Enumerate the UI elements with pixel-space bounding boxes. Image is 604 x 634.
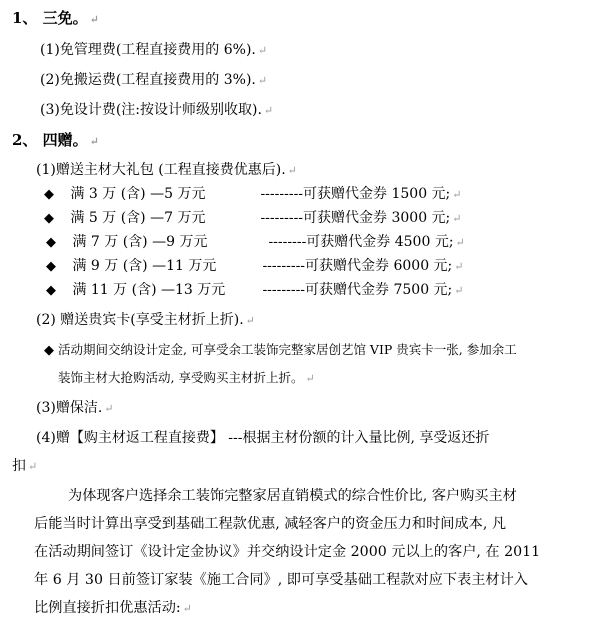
bullet-diamond-icon: ◆ bbox=[46, 283, 56, 298]
paragraph-mark-icon: ↵ bbox=[455, 236, 465, 249]
paragraph-mark-icon: ↵ bbox=[257, 44, 268, 57]
section1-item-2 bbox=[40, 70, 267, 91]
item-text: (1)免管理费(工程直接费用的 6%). bbox=[40, 42, 256, 58]
tier-range: 满 11 万 (含) —13 万元 bbox=[72, 282, 226, 298]
paragraph-mark-icon: ↵ bbox=[245, 314, 255, 327]
paragraph-text: 为体现客户选择余工装饰完整家居直销模式的综合性价比, 客户购买主材 bbox=[68, 488, 517, 504]
section1-item-1 bbox=[40, 40, 267, 61]
cleaning-title bbox=[36, 398, 114, 419]
rebate-title-line-1 bbox=[36, 428, 489, 448]
tier-dashes: -------- bbox=[268, 234, 307, 250]
tier-range: 满 5 万 (含) —7 万元 bbox=[70, 210, 206, 226]
tier-range: 满 3 万 (含) —5 万元 bbox=[70, 186, 206, 202]
tier-row bbox=[44, 208, 462, 229]
paragraph-mark-icon: ↵ bbox=[182, 602, 192, 615]
bullet-diamond-icon: ◆ bbox=[44, 211, 54, 226]
section-heading-2 bbox=[12, 130, 99, 152]
paragraph-mark-icon: ↵ bbox=[452, 188, 462, 201]
tier-dashes: --------- bbox=[260, 210, 304, 226]
tier-range: 满 7 万 (含) —9 万元 bbox=[72, 234, 208, 250]
section1-item-3 bbox=[40, 100, 273, 121]
paragraph-text: 年 6 月 30 日前签订家装《施工合同》, 即可享受基础工程款对应下表主材计入 bbox=[34, 572, 528, 588]
tier-reward: 可获赠代金券 1500 元; bbox=[303, 186, 451, 202]
item-text: (3)赠保洁. bbox=[36, 400, 103, 416]
paragraph-mark-icon: ↵ bbox=[89, 13, 99, 26]
bullet-diamond-icon: ◆ bbox=[44, 343, 54, 358]
tier-dashes: --------- bbox=[262, 258, 306, 274]
paragraph-mark-icon: ↵ bbox=[454, 284, 464, 297]
closing-paragraph-line-2 bbox=[34, 514, 506, 534]
paragraph-mark-icon: ↵ bbox=[305, 372, 315, 385]
paragraph-mark-icon: ↵ bbox=[257, 74, 268, 87]
paragraph-text: 在活动期间签订《设计定金协议》并交纳设计定金 2000 元以上的客户, 在 2011 bbox=[34, 544, 541, 560]
closing-paragraph-line-4 bbox=[34, 570, 528, 590]
tier-reward: 可获赠代金券 3000 元; bbox=[303, 210, 451, 226]
closing-paragraph-line-3 bbox=[34, 542, 540, 562]
paragraph-mark-icon: ↵ bbox=[454, 260, 464, 273]
tier-row bbox=[44, 184, 462, 205]
tier-row bbox=[46, 232, 465, 253]
item-text: (2)免搬运费(工程直接费用的 3%). bbox=[40, 72, 256, 88]
tier-dashes: --------- bbox=[262, 282, 306, 298]
tier-reward: 可获赠代金券 6000 元; bbox=[305, 258, 453, 274]
vip-card-title bbox=[36, 310, 255, 331]
item-text: (3)免设计费(注:按设计师级别收取). bbox=[40, 102, 262, 118]
paragraph-mark-icon: ↵ bbox=[287, 164, 297, 177]
paragraph-text: 后能当时计算出享受到基础工程款优惠, 减轻客户的资金压力和时间成本, 凡 bbox=[34, 516, 507, 532]
tier-reward: 可获赠代金券 4500 元; bbox=[306, 234, 454, 250]
paragraph-mark-icon: ↵ bbox=[452, 212, 462, 225]
bullet-diamond-icon: ◆ bbox=[44, 187, 54, 202]
tier-range: 满 9 万 (含) —11 万元 bbox=[72, 258, 217, 274]
paragraph-mark-icon: ↵ bbox=[104, 402, 114, 415]
item-text: 扣 bbox=[12, 458, 26, 474]
bullet-diamond-icon: ◆ bbox=[46, 235, 56, 250]
tier-reward: 可获赠代金券 7500 元; bbox=[305, 282, 453, 298]
paragraph-text: 比例直接折扣优惠活动: bbox=[34, 600, 181, 616]
detail-text: 活动期间交纳设计定金, 可享受余工装饰完整家居创艺馆 VIP 贵宾卡一张, 参加余工 bbox=[58, 342, 517, 357]
detail-text: 装饰主材大抢购活动, 享受购买主材折上折。 bbox=[58, 370, 304, 385]
tier-dashes: --------- bbox=[260, 186, 304, 202]
gift-package-title bbox=[36, 160, 297, 181]
section-heading-1 bbox=[12, 8, 99, 30]
bullet-diamond-icon: ◆ bbox=[46, 259, 56, 274]
vip-card-detail-line-2 bbox=[58, 368, 315, 389]
vip-card-detail-line-1 bbox=[44, 340, 517, 361]
closing-paragraph-line-1 bbox=[68, 486, 517, 506]
item-text: (4)赠【购主材返工程直接费】 ---根据主材份额的计入量比例, 享受返还折 bbox=[36, 430, 490, 446]
tier-row bbox=[46, 280, 464, 301]
section-heading-text: 1、 三免。 bbox=[12, 9, 88, 27]
tier-row bbox=[46, 256, 464, 277]
section-heading-text: 2、 四赠。 bbox=[12, 131, 88, 149]
item-text: (1)赠送主材大礼包 (工程直接费优惠后). bbox=[36, 162, 286, 178]
paragraph-mark-icon: ↵ bbox=[28, 460, 38, 473]
rebate-title-line-2 bbox=[12, 456, 37, 477]
item-text: (2) 赠送贵宾卡(享受主材折上折). bbox=[36, 312, 244, 328]
closing-paragraph-line-5 bbox=[34, 598, 192, 619]
paragraph-mark-icon: ↵ bbox=[263, 104, 274, 117]
paragraph-mark-icon: ↵ bbox=[89, 135, 99, 148]
